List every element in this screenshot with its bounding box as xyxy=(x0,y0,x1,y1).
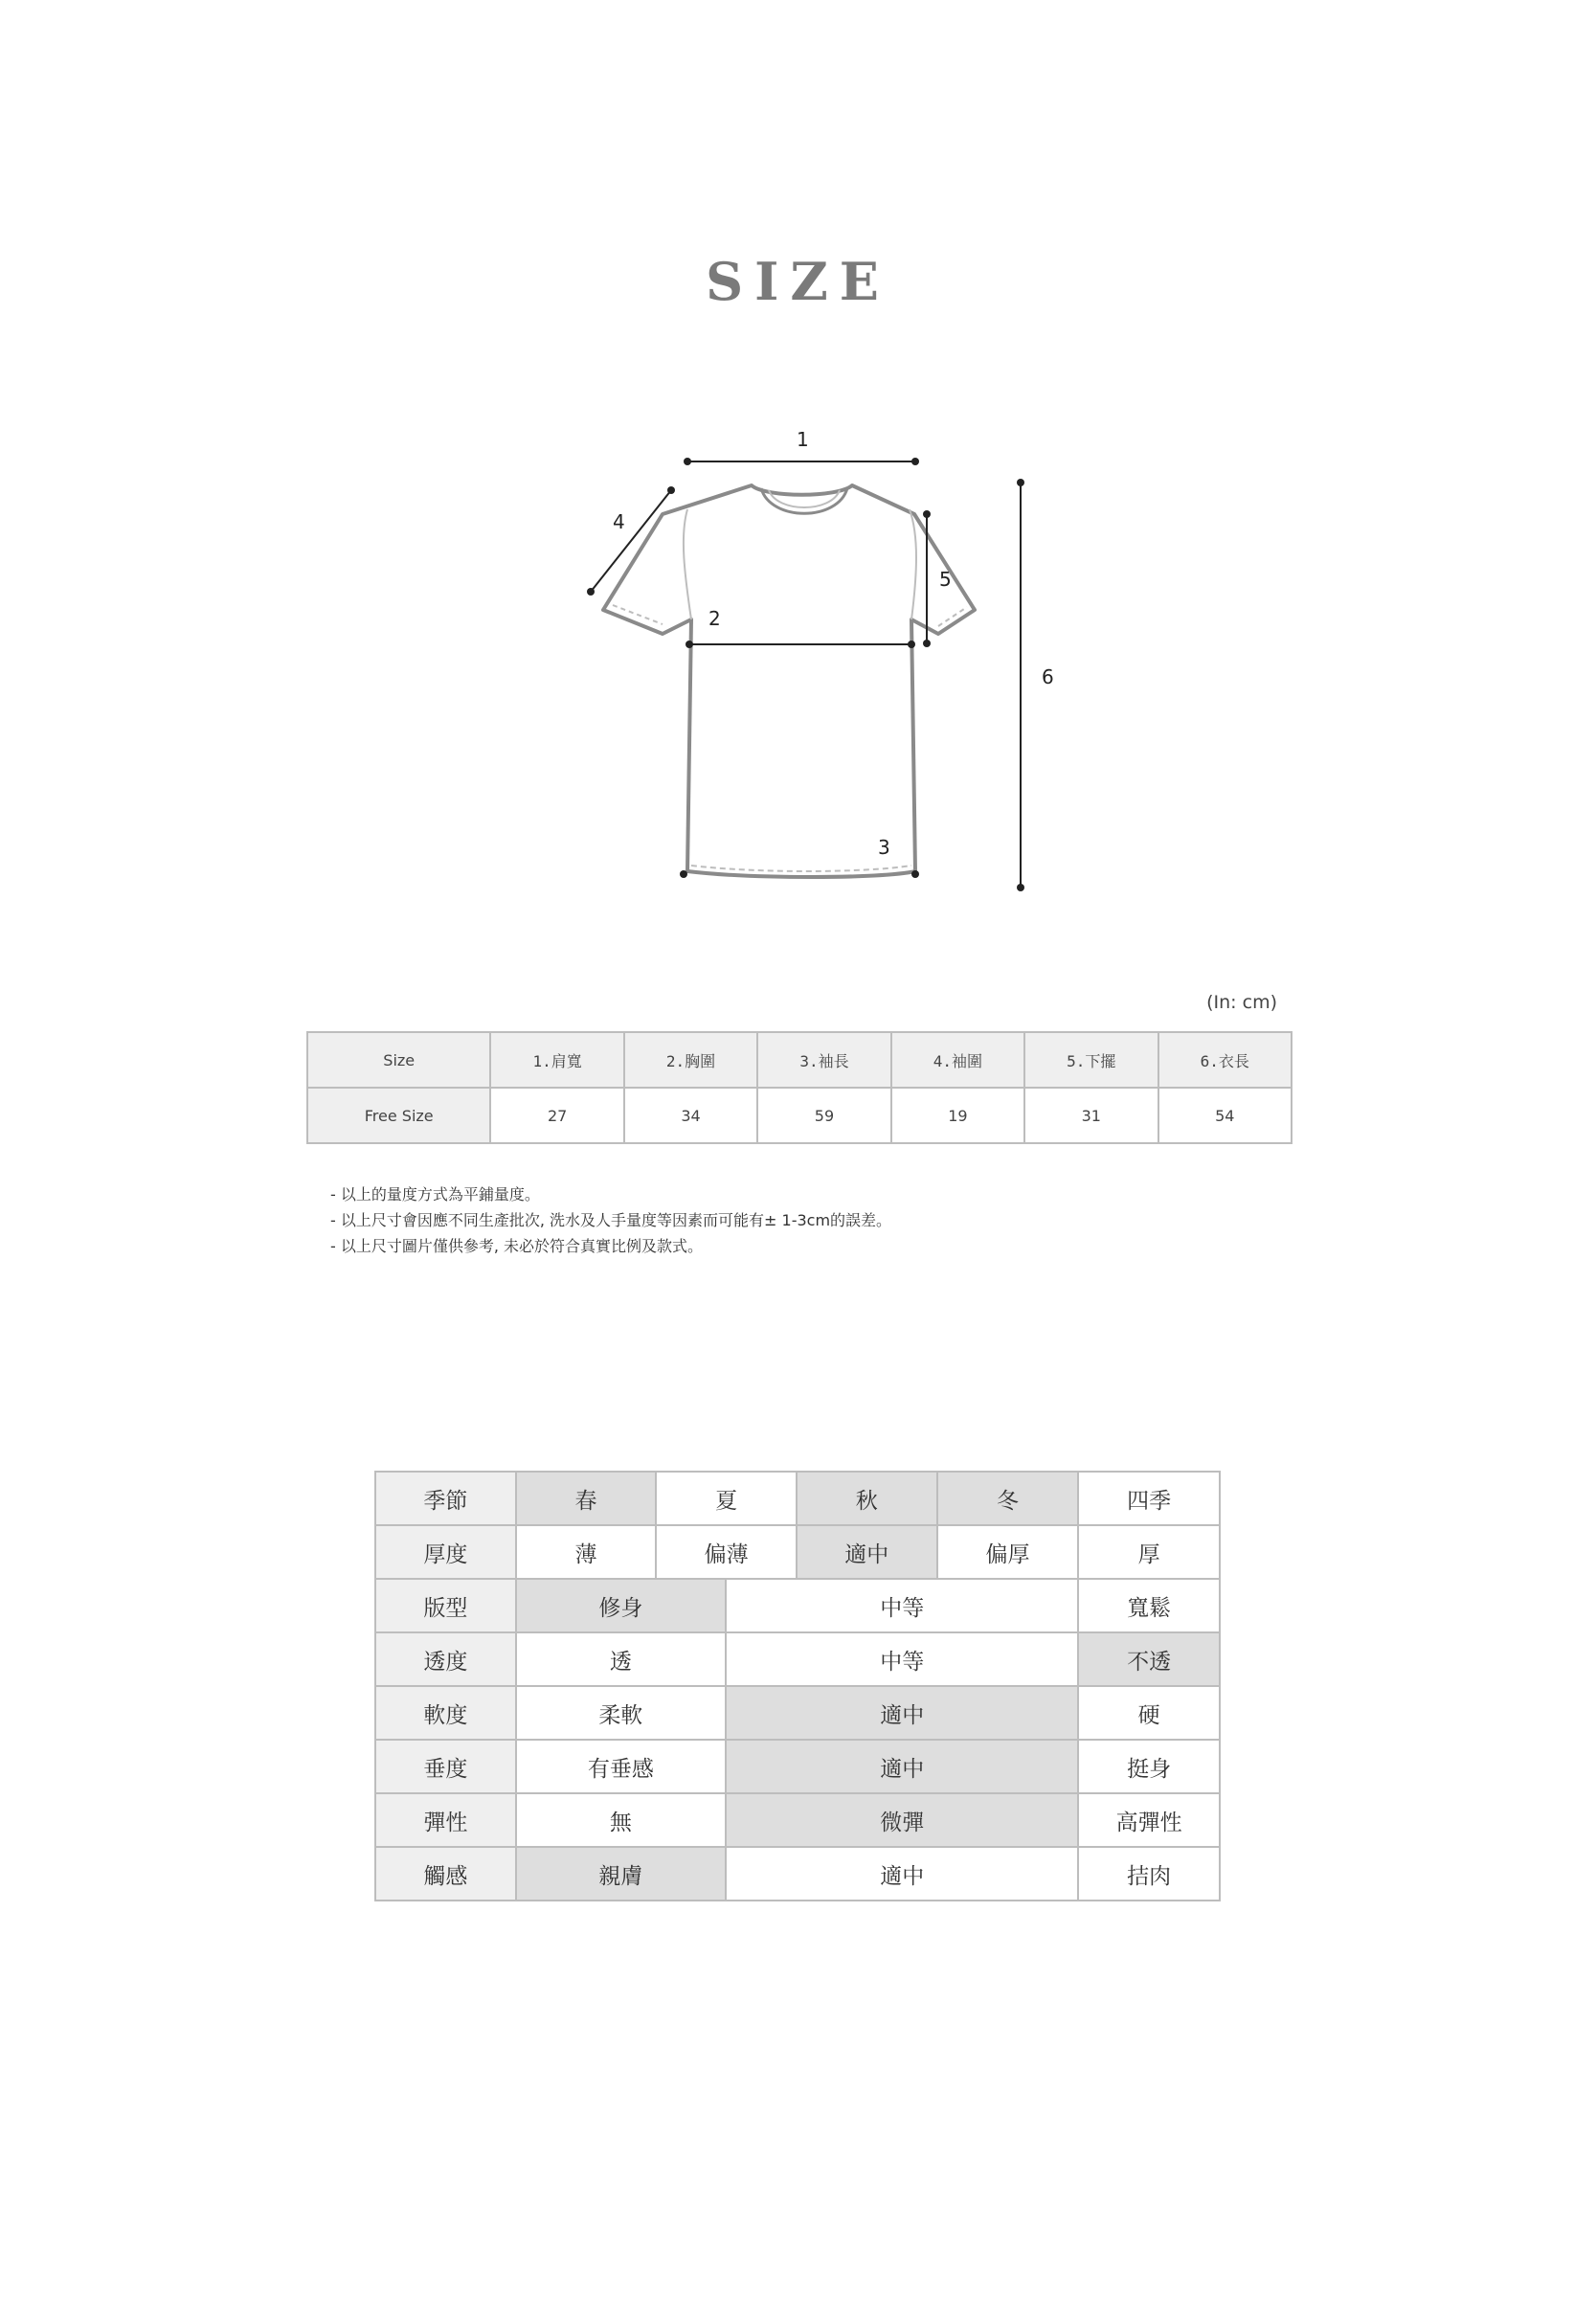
table-cell: 31 xyxy=(1024,1088,1158,1143)
fabric-label: 季節 xyxy=(375,1472,516,1525)
fabric-option: 適中 xyxy=(726,1847,1078,1901)
fabric-option: 春 xyxy=(516,1472,657,1525)
fabric-row-thickness xyxy=(375,1525,1220,1579)
note-line: - 以上的量度方式為平鋪量度。 xyxy=(330,1185,540,1203)
notes xyxy=(330,1181,891,1259)
size-table xyxy=(306,1031,1293,1144)
fabric-row-drape xyxy=(375,1740,1220,1793)
note-line: - 以上尺寸會因應不同生產批次, 洗水及人手量度等因素而可能有± 1-3cm的誤差。 xyxy=(330,1211,892,1229)
fabric-option: 適中 xyxy=(797,1525,937,1579)
fabric-option: 厚 xyxy=(1078,1525,1220,1579)
measure-label-4: 4 xyxy=(613,510,625,533)
note-line: - 以上尺寸圖片僅供參考, 未必於符合真實比例及款式。 xyxy=(330,1237,704,1255)
table-header-cell: 6.衣長 xyxy=(1158,1032,1292,1088)
table-header-cell: 3.袖長 xyxy=(757,1032,890,1088)
fabric-option: 無 xyxy=(516,1793,726,1847)
measure-line-4 xyxy=(591,490,671,592)
measure-label-2: 2 xyxy=(708,607,721,630)
fabric-option: 薄 xyxy=(516,1525,657,1579)
fabric-label: 垂度 xyxy=(375,1740,516,1793)
table-cell: 27 xyxy=(490,1088,623,1143)
fabric-row-elasticity xyxy=(375,1793,1220,1847)
table-row xyxy=(307,1088,1292,1143)
fabric-option: 中等 xyxy=(726,1632,1078,1686)
fabric-label: 厚度 xyxy=(375,1525,516,1579)
table-cell: 34 xyxy=(624,1088,757,1143)
fabric-label: 版型 xyxy=(375,1579,516,1632)
fabric-option: 冬 xyxy=(937,1472,1079,1525)
fabric-row-fit xyxy=(375,1579,1220,1632)
fabric-option: 偏厚 xyxy=(937,1525,1079,1579)
fabric-option: 挺身 xyxy=(1078,1740,1220,1793)
measure-label-1: 1 xyxy=(797,428,809,451)
fabric-label: 軟度 xyxy=(375,1686,516,1740)
unit-label: (In: cm) xyxy=(1206,992,1277,1013)
fabric-label: 透度 xyxy=(375,1632,516,1686)
fabric-option: 不透 xyxy=(1078,1632,1220,1686)
page-title: SIZE xyxy=(706,251,890,312)
fabric-option: 硬 xyxy=(1078,1686,1220,1740)
table-header-cell: 4.袖圍 xyxy=(891,1032,1024,1088)
fabric-table xyxy=(374,1471,1221,1901)
table-header-cell: 1.肩寬 xyxy=(490,1032,623,1088)
measure-label-6: 6 xyxy=(1042,665,1054,688)
fabric-option: 高彈性 xyxy=(1078,1793,1220,1847)
fabric-row-season xyxy=(375,1472,1220,1525)
fabric-option: 適中 xyxy=(726,1686,1078,1740)
table-cell: 59 xyxy=(757,1088,890,1143)
table-header-cell: 5.下擺 xyxy=(1024,1032,1158,1088)
tshirt-outline xyxy=(603,485,975,877)
fabric-option: 親膚 xyxy=(516,1847,726,1901)
fabric-option: 透 xyxy=(516,1632,726,1686)
fabric-option: 修身 xyxy=(516,1579,726,1632)
table-cell: Free Size xyxy=(307,1088,490,1143)
table-header-cell: Size xyxy=(307,1032,490,1088)
fabric-row-transparency xyxy=(375,1632,1220,1686)
fabric-option: 柔軟 xyxy=(516,1686,726,1740)
fabric-option: 秋 xyxy=(797,1472,937,1525)
measure-label-3: 3 xyxy=(878,836,890,859)
table-cell: 54 xyxy=(1158,1088,1292,1143)
table-header-cell: 2.胸圍 xyxy=(624,1032,757,1088)
fabric-row-touch xyxy=(375,1847,1220,1901)
fabric-row-softness xyxy=(375,1686,1220,1740)
fabric-option: 四季 xyxy=(1078,1472,1220,1525)
table-cell: 19 xyxy=(891,1088,1024,1143)
fabric-label: 觸感 xyxy=(375,1847,516,1901)
fabric-option: 適中 xyxy=(726,1740,1078,1793)
fabric-option: 微彈 xyxy=(726,1793,1078,1847)
fabric-option: 中等 xyxy=(726,1579,1078,1632)
fabric-option: 有垂感 xyxy=(516,1740,726,1793)
fabric-option: 寬鬆 xyxy=(1078,1579,1220,1632)
fabric-option: 拮肉 xyxy=(1078,1847,1220,1901)
fabric-label: 彈性 xyxy=(375,1793,516,1847)
measure-label-5: 5 xyxy=(939,568,952,591)
tshirt-diagram xyxy=(574,421,1072,919)
fabric-option: 夏 xyxy=(656,1472,797,1525)
fabric-option: 偏薄 xyxy=(656,1525,797,1579)
table-header-row xyxy=(307,1032,1292,1088)
